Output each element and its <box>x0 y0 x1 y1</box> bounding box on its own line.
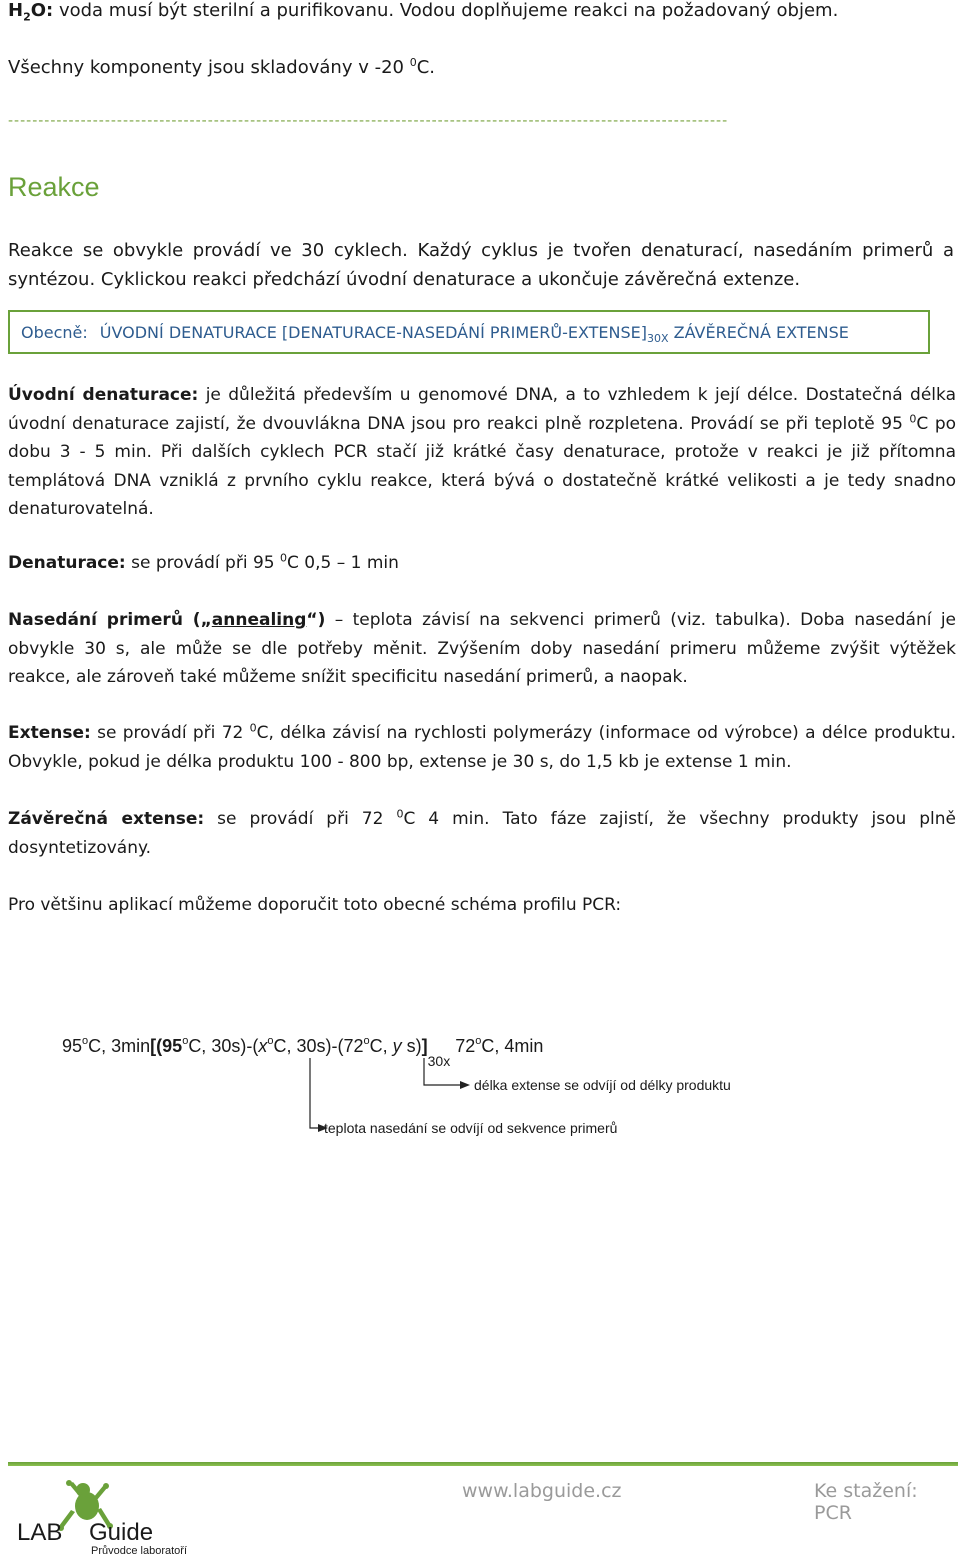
labguide-logo <box>15 1470 215 1558</box>
recommendation-paragraph: Pro většinu aplikací můžeme doporučit toto obecné schéma profilu PCR: <box>8 895 622 915</box>
water-text: voda musí být sterilní a purifikovanu. Vodou doplňujeme reakci na požadovaný objem. <box>53 0 839 21</box>
section-title: Reakce <box>8 172 100 202</box>
water-formula: $H_2O$: <box>8 0 54 24</box>
denaturation-paragraph: Denaturace: se provádí při 95 $^0$C 0,5 – 1 min <box>8 551 399 573</box>
initial-denaturation-label: Úvodní denaturace: <box>8 385 199 405</box>
footer-divider <box>8 1462 958 1466</box>
extension-note: délka extense se odvíjí od délky produktu <box>474 1077 731 1093</box>
logo-text-guide: Guide <box>89 1519 154 1546</box>
water-note <box>8 0 839 24</box>
final-extension-paragraph: Závěrečná extense: se provádí při 72 $^0$C 4 min. Tato fáze zajistí, že všechny produkty jsou plně dosyntetizovány. <box>8 807 956 858</box>
intro-paragraph: Reakce se obvykle provádí ve 30 cyklech. Každý cyklus je tvořen denaturací, nasedáním primerů a syntézou. Cyklickou reakci předchází úvodní denaturace a ukončuje závěrečná extenze. <box>8 240 954 290</box>
initial-denaturation-paragraph: Úvodní denaturace: je důležitá především u genomové DNA, a to vzhledem k její délce. Dostatečná délka úvodní denaturace zajistí, že dvouvlákna DNA jsou pro reakci plně rozpletena. Provádí se při teplotě 95 $^0$C po dobu 3 - 5 min. Při dalších cyklech PCR stačí již krátké časy denaturace, protože v reakci je již přítomna templátová DNA vzniklá z prvního cyklu reakce, která bývá o dostatečně krátké velikosti a je tedy snadno denaturovatelná. <box>8 385 957 519</box>
final-extension-label: Závěrečná extense: <box>8 809 205 829</box>
denaturation-label: Denaturace: <box>8 553 126 573</box>
extension-paragraph: Extense: se provádí při 72 $^0$C, délka závisí na rychlosti polymerázy (informace od výrobce) a délce produktu. Obvykle, pokud je délka produktu 100 - 800 bp, extense je 30 s, do 1,5 kb je extense 1 min. <box>8 721 957 772</box>
footer-topic: Ke stažení: PCR <box>814 1480 918 1524</box>
logo-text-lab: LAB <box>17 1519 63 1546</box>
annealing-pointer <box>310 1058 318 1128</box>
extension-label: Extense: <box>8 723 91 743</box>
storage-note: Všechny komponenty jsou skladovány v -20 $^0$C. <box>8 56 435 78</box>
general-scheme-lead: Obecně: <box>21 323 88 342</box>
section-divider: ----------------------------------------------------------------------------------------------------------------------- <box>8 113 729 125</box>
annealing-note: teplota nasedání se odvíjí od sekvence primerů <box>324 1120 618 1136</box>
general-scheme-text: Obecně: ÚVODNÍ DENATURACE [DENATURACE-NASEDÁNÍ PRIMERŮ-$EXTENSE]_{30X}$ ZÁVĚREČNÁ EXTENSE <box>21 323 849 346</box>
pcr-profile-schema <box>60 1020 760 1150</box>
general-scheme-box <box>8 310 930 354</box>
logo-subtitle: Průvodce laboratoří <box>91 1545 187 1557</box>
annealing-paragraph: Nasedání primerů („annealing“) – teplota závisí na sekvenci primerů (viz. tabulka). Doba nasedání je obvykle 30 s, ale může se dle potřeby měnit. Zvýšením doby nasedání primeru můžeme zvýšit výtěžek reakce, ale zároveň také můžeme snížit specificitu nasedání primerů, a naopak. <box>8 610 956 687</box>
extension-arrowhead <box>460 1081 470 1089</box>
schema-formula: 95$^o$C, 3min[(95$^o$C, $30s)-(x^oC$, 30s)-(72$^o$C, y $s)]_{30x}$ 72$^o$C, 4min <box>62 1035 544 1069</box>
footer-url-link[interactable]: www.labguide.cz <box>462 1480 622 1502</box>
annealing-label: Nasedání primerů („annealing“) <box>8 610 326 630</box>
